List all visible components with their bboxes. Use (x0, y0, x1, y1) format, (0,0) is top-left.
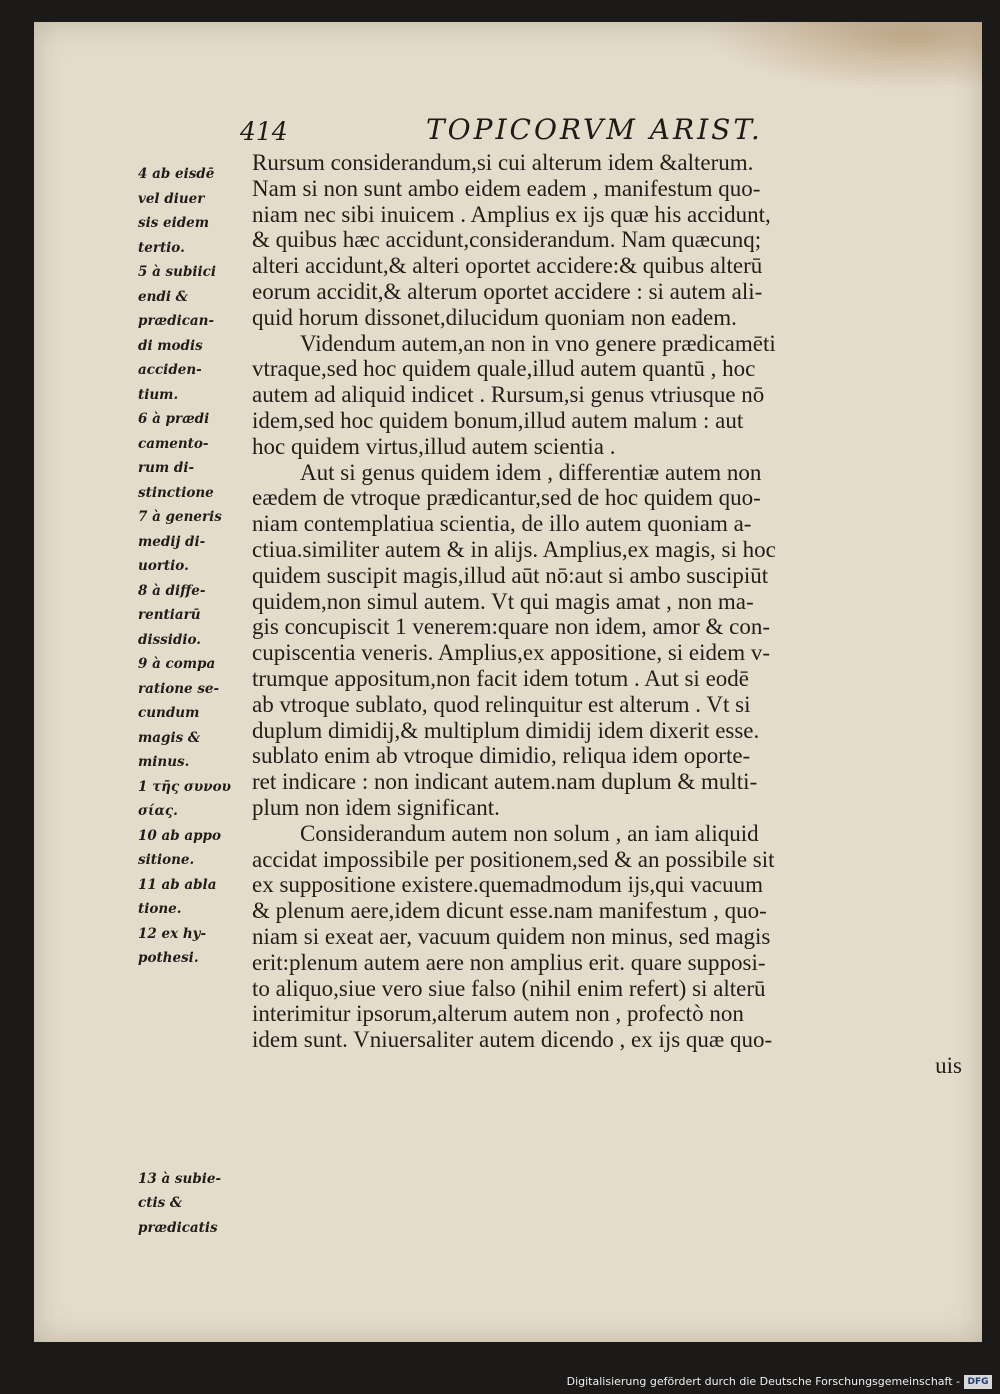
dfg-logo: DFG (964, 1375, 992, 1389)
margin-note: rum di- (138, 460, 195, 476)
margin-note: 12 ex hy- (138, 925, 207, 942)
text-line: niam si exeat aer, vacuum quidem non minus, sed magis (252, 923, 771, 949)
text-line: niam contemplatiua scientia, de illo autem quoniam a- (252, 511, 752, 537)
margin-note: 8 à diffe- (138, 582, 206, 599)
text-line: niam nec sibi inuicem . Amplius ex ijs quæ his accidunt, (252, 201, 771, 227)
text-line: duplum dimidij,& multiplum dimidij idem dixerit esse. (252, 717, 760, 743)
text-line: autem ad aliquid indicet . Rursum,si genus vtriusque nō (252, 382, 765, 408)
book-page (34, 22, 982, 1342)
margin-note: 4 ab eisdē (138, 166, 215, 182)
water-stain (702, 22, 982, 92)
text-line: ab vtroque sublato, quod relinquitur est alterum . Vt si (252, 691, 751, 717)
text-line: vtraque,sed hoc quidem quale,illud autem quantū , hoc (252, 356, 756, 382)
margin-note (138, 1093, 288, 1118)
text-line: & quibus hæc accidunt,considerandum. Nam quæcunq; (252, 227, 762, 253)
margin-note: pothesi. (138, 950, 199, 966)
margin-note: acciden- (138, 362, 202, 378)
digitization-credit: Digitalisierung gefördert durch die Deutsche Forschungsgemeinschaft - (566, 1375, 960, 1388)
margin-note: sis eidem (138, 215, 210, 231)
text-line: quidem,non simul autem. Vt qui magis amat , non ma- (252, 588, 754, 614)
margin-note: endi & (138, 288, 188, 305)
text-line: ctiua.similiter autem & in alijs. Amplius,ex magis, si hoc (252, 536, 776, 562)
text-line: ex suppositione existere.quemadmodum ijs,qui vacuum (252, 872, 764, 898)
margin-note: uortio. (138, 558, 189, 574)
text-line: accidat impossibile per positionem,sed & an possibile sit (252, 846, 775, 872)
margin-note: magis & (138, 729, 201, 746)
margin-note: minus. (138, 754, 190, 770)
margin-note (138, 1142, 288, 1167)
running-title: TOPICORVM ARIST. (426, 113, 763, 146)
text-line: gis concupiscit 1 venerem:quare non idem, amor & con- (252, 614, 770, 640)
text-line: quidem suscipit magis,illud aūt nō:aut si ambo suscipiūt (252, 562, 769, 588)
margin-note: 10 ab appo (138, 827, 222, 844)
margin-note: 9 à compa (138, 656, 216, 672)
margin-note: 11 ab abla (138, 876, 217, 893)
text-line: plum non idem significant. (252, 794, 500, 820)
text-line: Videndum autem,an non in vno genere prædicamēti (300, 330, 776, 356)
margin-note: tium. (138, 386, 179, 403)
margin-note: σίας. (138, 803, 178, 819)
text-line: Aut si genus quidem idem , differentiæ autem non (300, 459, 762, 485)
margin-note: 6 à prædi (138, 411, 210, 427)
margin-note: di modis (138, 337, 203, 354)
text-line: erit:plenum autem aere non amplius erit. quare supposi- (252, 949, 766, 975)
margin-note: tertio. (138, 239, 185, 256)
margin-note: tione. (138, 901, 182, 917)
margin-note: 13 à subie- (138, 1170, 222, 1187)
text-line: cupiscentia veneris. Amplius,ex appositione, si eidem v- (252, 640, 771, 666)
text-line: Rursum considerandum,si cui alterum idem &alterum. (252, 150, 754, 175)
text-line: idem,sed hoc quidem bonum,illud autem malum : aut (252, 407, 744, 433)
margin-note: ratione se- (138, 680, 220, 697)
margin-note: prædicatis (138, 1219, 218, 1236)
text-line: uis (935, 1052, 962, 1078)
margin-note: vel diuer (138, 190, 205, 207)
text-line: & plenum aere,idem dicunt esse.nam manifestum , quo- (252, 898, 767, 924)
text-line: to aliquo,siue vero siue falso (nihil enim refert) si alterū (252, 975, 766, 1001)
text-line: eædem de vtroque prædicantur,sed de hoc quidem quo- (252, 485, 761, 511)
text-line: quid horum dissonet,dilucidum quoniam non eadem. (252, 304, 737, 330)
text-line: Nam si non sunt ambo eidem eadem , manifestum quo- (252, 175, 761, 201)
margin-note: 1 τῆς συνου (138, 778, 231, 795)
text-line: interimitur ipsorum,alterum autem non , profectò non (252, 1001, 744, 1027)
margin-note: medij di- (138, 533, 206, 550)
margin-note: camento- (138, 435, 209, 452)
body-text (252, 150, 962, 1079)
margin-note: cundum (138, 705, 200, 721)
page-number: 414 (240, 117, 288, 146)
text-line: ret indicare : non indicant autem.nam duplum & multi- (252, 769, 758, 795)
footer-bar (0, 1342, 1000, 1394)
margin-note: sitione. (138, 852, 195, 868)
margin-note: stinctione (138, 484, 214, 501)
text-line: eorum accidit,& alterum oportet accidere : si autem ali- (252, 278, 763, 304)
margin-note: rentiarū (138, 607, 201, 623)
text-line: alteri accidunt,& alteri oportet accidere:& quibus alterū (252, 253, 763, 279)
text-line: idem sunt. Vniuersaliter autem dicendo , ex ijs quæ quo- (252, 1027, 773, 1053)
margin-note (138, 1118, 288, 1143)
text-line: Considerandum autem non solum , an iam aliquid (300, 820, 759, 846)
text-line: trumque appositum,non facit idem totum . Aut si eodē (252, 665, 749, 691)
text-line: hoc quidem virtus,illud autem scientia . (252, 433, 616, 459)
text-line: sublato enim ab vtroque dimidio, reliqua idem oporte- (252, 743, 751, 769)
margin-note: dissidio. (138, 631, 201, 648)
margin-note: 5 à subiici (138, 264, 217, 280)
margin-note: 7 à generis (138, 509, 222, 525)
margin-note: ctis & (138, 1195, 183, 1211)
margin-note: prædican- (138, 313, 215, 329)
